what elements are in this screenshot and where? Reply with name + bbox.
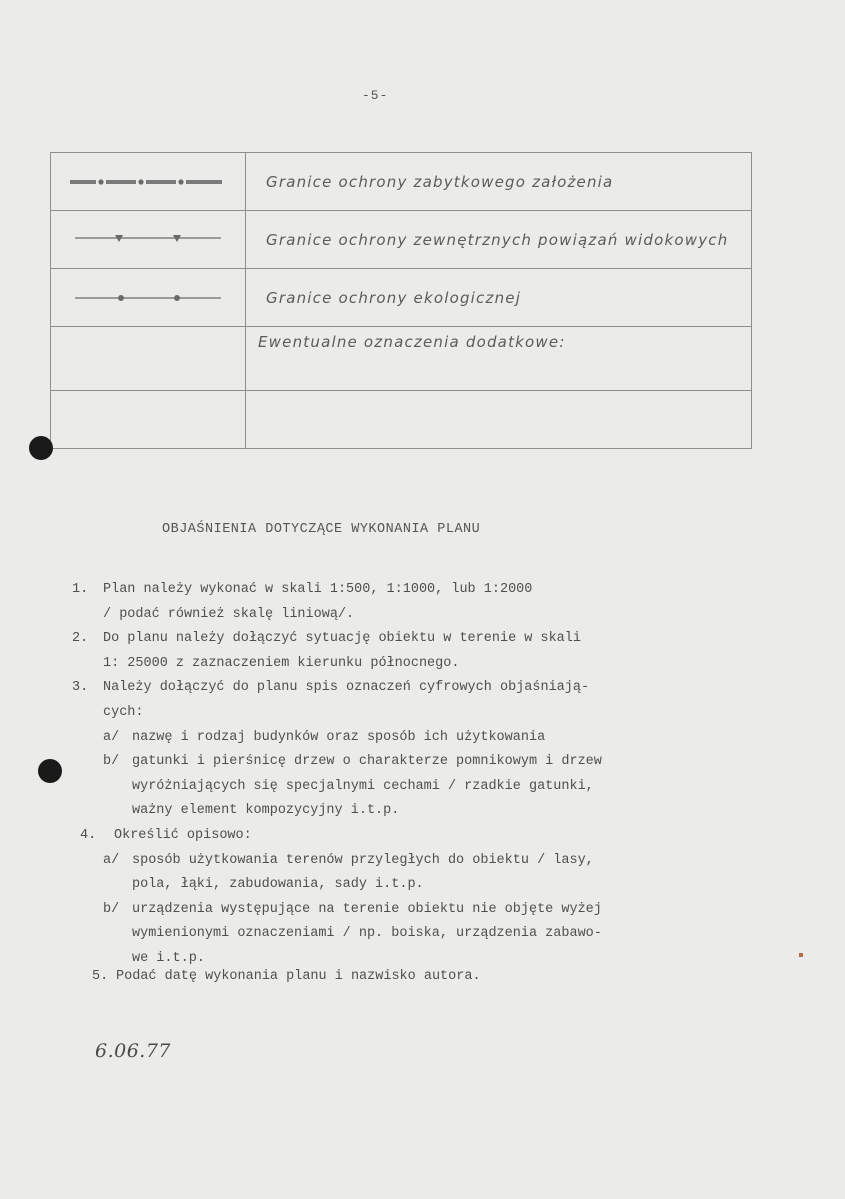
handwritten-date: 6.06.77	[95, 1040, 172, 1062]
ink-speck	[799, 953, 803, 957]
sub-item	[0, 750, 845, 775]
sub-item-letter: a/	[103, 729, 120, 745]
legend-row	[51, 153, 752, 211]
list-item	[0, 676, 845, 701]
list-item-continuation	[0, 652, 845, 677]
line-with-dots-symbol	[73, 293, 223, 303]
sub-item-text: nazwę i rodzaj budynków oraz sposób ich użytkowania	[132, 729, 546, 745]
line-with-triangles-symbol	[73, 234, 223, 246]
sub-item-text: ważny element kompozycyjny i.t.p.	[132, 803, 400, 819]
sub-item-text: we i.t.p.	[132, 950, 205, 966]
item-number: 1.	[72, 582, 89, 597]
legend-description: Granice ochrony zewnętrznych powiązań widokowych	[246, 211, 752, 269]
item-number: 5.	[92, 968, 109, 984]
list-item	[0, 578, 845, 603]
sub-item-continuation	[0, 775, 845, 800]
legend-row	[51, 327, 752, 391]
legend-symbol-cell	[51, 269, 246, 327]
legend-symbol-cell	[51, 211, 246, 269]
item-text: Do planu należy dołączyć sytuację obiektu w terenie w skali	[103, 631, 581, 647]
list-item-continuation	[0, 701, 845, 726]
sub-item	[0, 849, 845, 874]
sub-item-letter: b/	[103, 754, 120, 770]
list-item-continuation	[0, 603, 845, 628]
legend-description	[246, 391, 752, 449]
item-text: Określić opisowo:	[114, 827, 252, 843]
legend-table	[50, 152, 752, 449]
dashed-dot-line-symbol	[68, 177, 228, 187]
legend-row	[51, 269, 752, 327]
list-item	[0, 627, 845, 652]
instructions-heading: OBJAŚNIENIA DOTYCZĄCE WYKONANIA PLANU	[162, 522, 481, 537]
item-number: 4.	[80, 827, 97, 843]
item-text: 1: 25000 z zaznaczeniem kierunku północnego.	[103, 655, 460, 671]
legend-symbol-cell	[51, 153, 246, 211]
sub-item-text: pola, łąki, zabudowania, sady i.t.p.	[132, 877, 424, 893]
sub-item-continuation	[0, 873, 845, 898]
legend-description: Granice ochrony zabytkowego założenia	[246, 153, 752, 211]
instructions-list	[0, 578, 845, 990]
sub-item	[0, 726, 845, 751]
sub-item-text: urządzenia występujące na terenie obiektu nie objęte wyżej	[132, 901, 602, 917]
sub-item	[0, 898, 845, 923]
list-item	[0, 824, 845, 849]
legend-symbol-cell	[51, 391, 246, 449]
list-item	[0, 965, 845, 990]
legend-description: Granice ochrony ekologicznej	[246, 269, 752, 327]
sub-item-continuation	[0, 799, 845, 824]
sub-item-text: wyróżniających się specjalnymi cechami / rzadkie gatunki,	[132, 778, 594, 794]
sub-item-text: sposób użytkowania terenów przyległych do obiektu / lasy,	[132, 852, 594, 868]
item-text: / podać również skalę liniową/.	[103, 606, 355, 622]
page-number: -5-	[362, 88, 389, 103]
item-text: cych:	[103, 704, 144, 720]
item-text: Plan należy wykonać w skali 1:500, 1:1000, lub 1:2000	[103, 582, 533, 597]
punch-hole	[29, 436, 53, 460]
sub-item-continuation	[0, 922, 845, 947]
legend-description: Ewentualne oznaczenia dodatkowe:	[246, 327, 752, 391]
sub-item-continuation	[0, 947, 845, 965]
item-number: 3.	[72, 680, 89, 696]
item-text: Podać datę wykonania planu i nazwisko autora.	[116, 968, 481, 984]
sub-item-letter: a/	[103, 852, 120, 868]
item-text: Należy dołączyć do planu spis oznaczeń cyfrowych objaśniają-	[103, 680, 590, 696]
legend-row	[51, 211, 752, 269]
legend-symbol-cell	[51, 327, 246, 391]
sub-item-text: gatunki i pierśnicę drzew o charakterze pomnikowym i drzew	[132, 754, 602, 770]
sub-item-letter: b/	[103, 901, 120, 917]
sub-item-text: wymienionymi oznaczeniami / np. boiska, urządzenia zabawo-	[132, 926, 602, 942]
legend-row	[51, 391, 752, 449]
item-number: 2.	[72, 631, 89, 647]
